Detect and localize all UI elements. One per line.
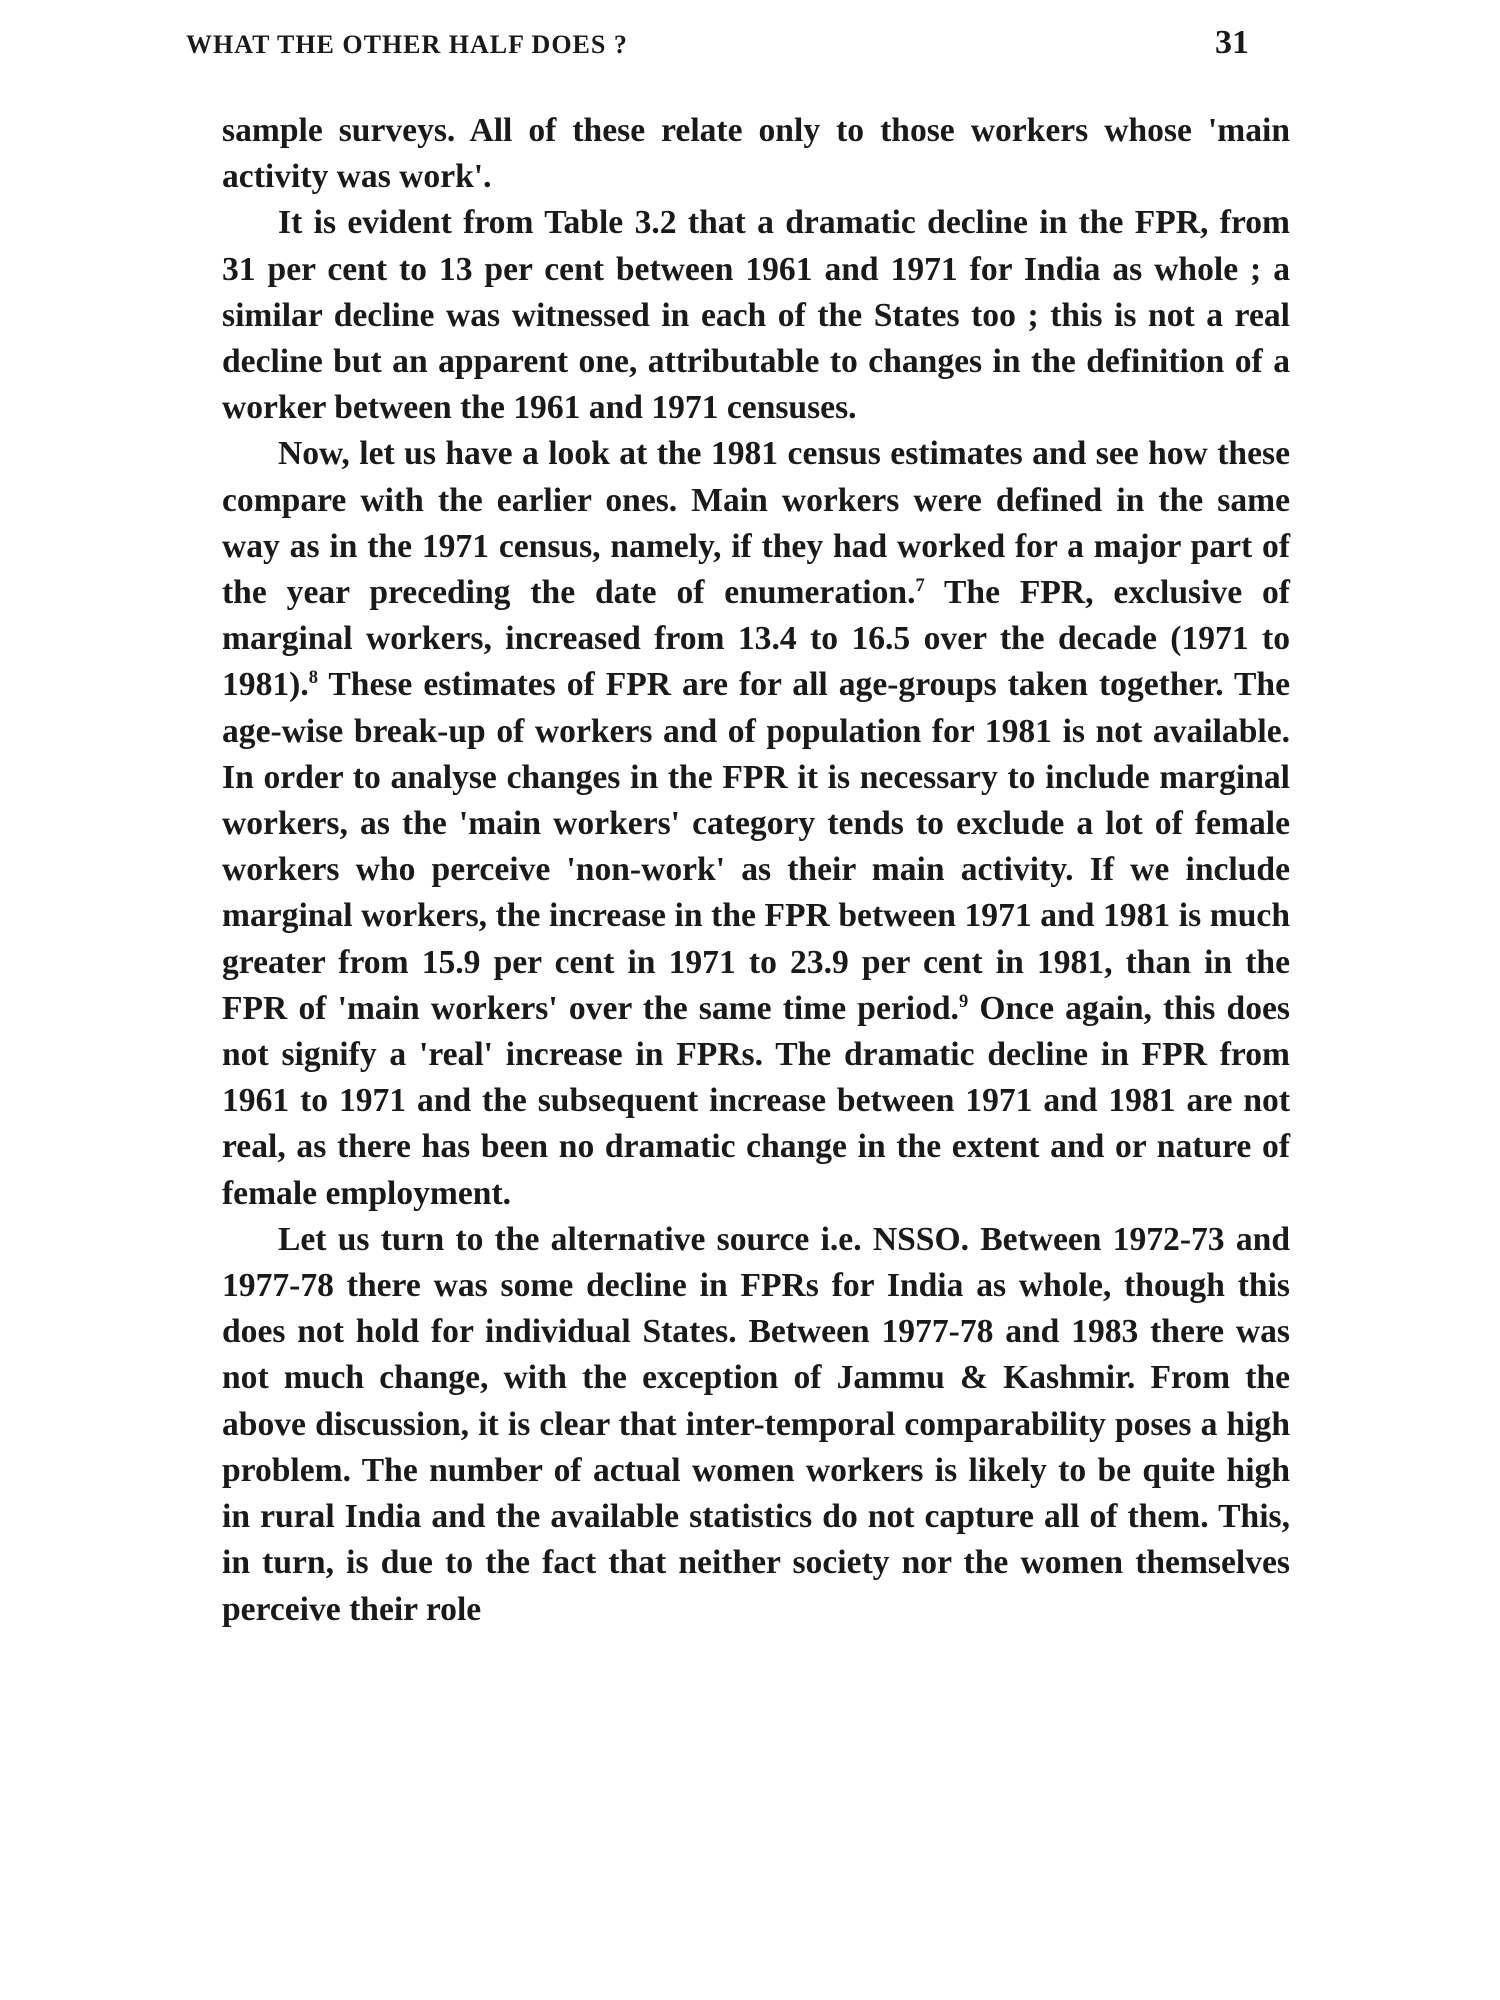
paragraph-nsso: Let us turn to the alternative source i.e. NSSO. Between 1972-73 and 1977-78 there was some decline in FPRs for India as whole, though this does not hold for individual States. Between 1977-78 and 1983 there was not much change, with the exception of Jammu & Kashmir. From the above discussion, it is clear that inter-temporal comparability poses a high problem. The number of actual women workers is likely to be quite high in rural India and the available statistics do not capture all of them. This, in turn, is due to the fact that neither society nor the women themselves perceive their role: [222, 1220, 1290, 1628]
running-head: WHAT THE OTHER HALF DOES ?: [186, 30, 628, 59]
page-number: 31: [1215, 24, 1249, 61]
footnote-ref-9: 9: [958, 990, 969, 1011]
body-text: [222, 108, 1290, 1633]
paragraph-fpr-decline: It is evident from Table 3.2 that a dramatic decline in the FPR, from 31 per cent to 13 per cent between 1961 and 1971 for India as whole ; a similar decline was witnessed in each of the States too ; this is not a real decline but an apparent one, attributable to changes in the definition of a worker between the 1961 and 1971 censuses.: [222, 204, 1290, 427]
paragraph-1981-census: [222, 431, 1290, 1216]
paragraph-continued: sample surveys. All of these relate only to those workers whose 'main activity was work'.: [222, 112, 1290, 196]
paragraph-1981-census-part-d: Once again, this does not signify a 'real' increase in FPRs. The dramatic decline in FPR from 1961 to 1971 and the subsequent increase between 1971 and 1981 are not real, as there has been no dramatic change in the extent and or nature of female employment.: [222, 989, 1290, 1212]
paragraph-1981-census-part-b: The FPR, exclusive of marginal workers, increased from 13.4 to 16.5 over the decade (1971 to 1981).: [222, 574, 1290, 704]
paragraph-1981-census-part-a: Now, let us have a look at the 1981 census estimates and see how these compare with the earlier ones. Main workers were defined in the same way as in the 1971 census, namely, if they had worked for a major part of the year preceding the date of enumeration.: [222, 435, 1290, 612]
footnote-ref-7: 7: [915, 574, 925, 595]
footnote-ref-8: 8: [308, 667, 318, 688]
paragraph-1981-census-part-c: These estimates of FPR are for all age-groups taken together. The age-wise break-up of workers and of population for 1981 is not available. In order to analyse changes in the FPR it is necessary to include marginal workers, as the 'main workers' category tends to exclude a lot of female workers who perceive 'non-work' as their main activity. If we include marginal workers, the increase in the FPR between 1971 and 1981 is much greater from 15.9 per cent in 1971 to 23.9 per cent in 1981, than in the FPR of 'main workers' over the same time period.: [222, 666, 1290, 1027]
